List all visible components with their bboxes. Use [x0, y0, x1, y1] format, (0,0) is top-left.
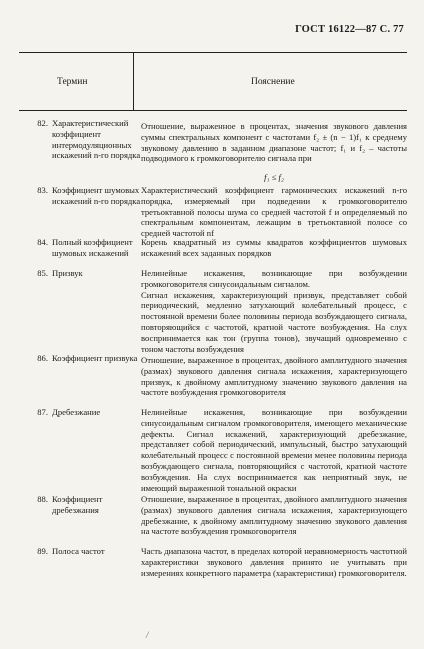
explanation-text: Нелинейные искажения, возникающие при возбуждении громкоговорителя синусоидальным сигналом. Сигнал искажения, характеризующий призвук, представляет собой периодический, медленно затухающий колебательный процесс, с постоянной времени более половины периода возбуждающего сигнала, повторяющийся с частотой, кратной частоте возбуждения. На слух воспринимается как тон (группа тонов), звучащий одновременно с тоном частоты возбуждения — [141, 268, 407, 354]
term-label: Дребезжание — [52, 407, 101, 417]
term-label: Коэффициент шумовых искажений n-го порядка — [52, 185, 141, 206]
term-label: Характеристический коэффициент интермодуляционных искажений n-го порядка — [52, 118, 141, 161]
column-header-term: Термин — [57, 77, 88, 87]
term-label: Полоса частот — [52, 546, 105, 556]
explanation-text: Корень квадратный из суммы квадратов коэффициентов шумовых искажений всех заданных порядков — [141, 237, 407, 258]
term-label: Коэффициент дребезжания — [52, 494, 103, 515]
term-number: 85. — [37, 268, 48, 278]
explanation-text: Часть диапазона частот, в пределах которой неравномерность частотной характеристики звукового давления принято не учитывать при измерениях конкретного параметра (характеристики) громкоговорителя. — [141, 546, 407, 578]
term-number: 89. — [37, 546, 48, 556]
explanation-text: Нелинейные искажения, возникающие при возбуждении синусоидальным сигналом громкоговорителя, имеющего механические дефекты. Сигнал искажений, характеризующий дребезжание, представляет собой периодический, импульсный, быстро затухающий колебательный процесс с постоянной времени менее половины периода возбуждающего сигнала, повторяющийся с частотой, кратной частоте возбуждения. На слух воспринимается как неприятный звук, не имеющий выраженной тональной окраски — [141, 407, 407, 493]
table-top-rule — [19, 52, 407, 53]
term-label: Полный коэффициент шумовых искажений — [52, 237, 133, 258]
term-label: Коэффициент призвука — [52, 353, 138, 363]
explanation-formula: f₁ ≤ f₂ — [264, 172, 284, 182]
term-number: 82. — [37, 118, 48, 128]
term-number: 87. — [37, 407, 48, 417]
column-header-explanation: Пояснение — [251, 77, 295, 87]
term-number: 83. — [37, 185, 48, 195]
term-number: 84. — [37, 237, 48, 247]
footer-mark: / — [146, 630, 149, 640]
table-header-rule — [19, 110, 407, 111]
term-number: 86. — [37, 353, 48, 363]
explanation-text: Характеристический коэффициент гармонических искажений n-го порядка, измеряемый при подведении к громкоговорителю третьоктавной полосы шума со средней частотой f и определяемый по спектральным компонентам, лежащим в третьоктавной полосе со средней частотой nf — [141, 185, 407, 239]
header-column-divider — [133, 52, 134, 110]
term-label: Призвук — [52, 268, 83, 278]
term-number: 88. — [37, 494, 48, 504]
explanation-text: Отношение, выраженное в процентах, двойного амплитудного значения (размах) звукового давления сигнала искажения, характеризующего дребезжание, к двойному амплитудному значению звукового давления на частоте возбуждения громкоговорителя — [141, 494, 407, 537]
explanation-text: Отношение, выраженное в процентах, значения звукового давления суммы спектральных компонент с частотами f₂ ± (n − 1)f₁ к среднему звуковому давлению в заданном диапазоне частот; f₁ и f₂ – частоты подводимого к громкоговорителю сигнала при — [141, 121, 407, 164]
explanation-text: Отношение, выраженное в процентах, двойного амплитудного значения (размах) звукового давления сигнала искажения, характеризующего призвук, к двойному амплитудному значению звукового давления на частоте возбуждения громкоговорителя — [141, 355, 407, 398]
standard-header: ГОСТ 16122—87 С. 77 — [295, 24, 404, 35]
